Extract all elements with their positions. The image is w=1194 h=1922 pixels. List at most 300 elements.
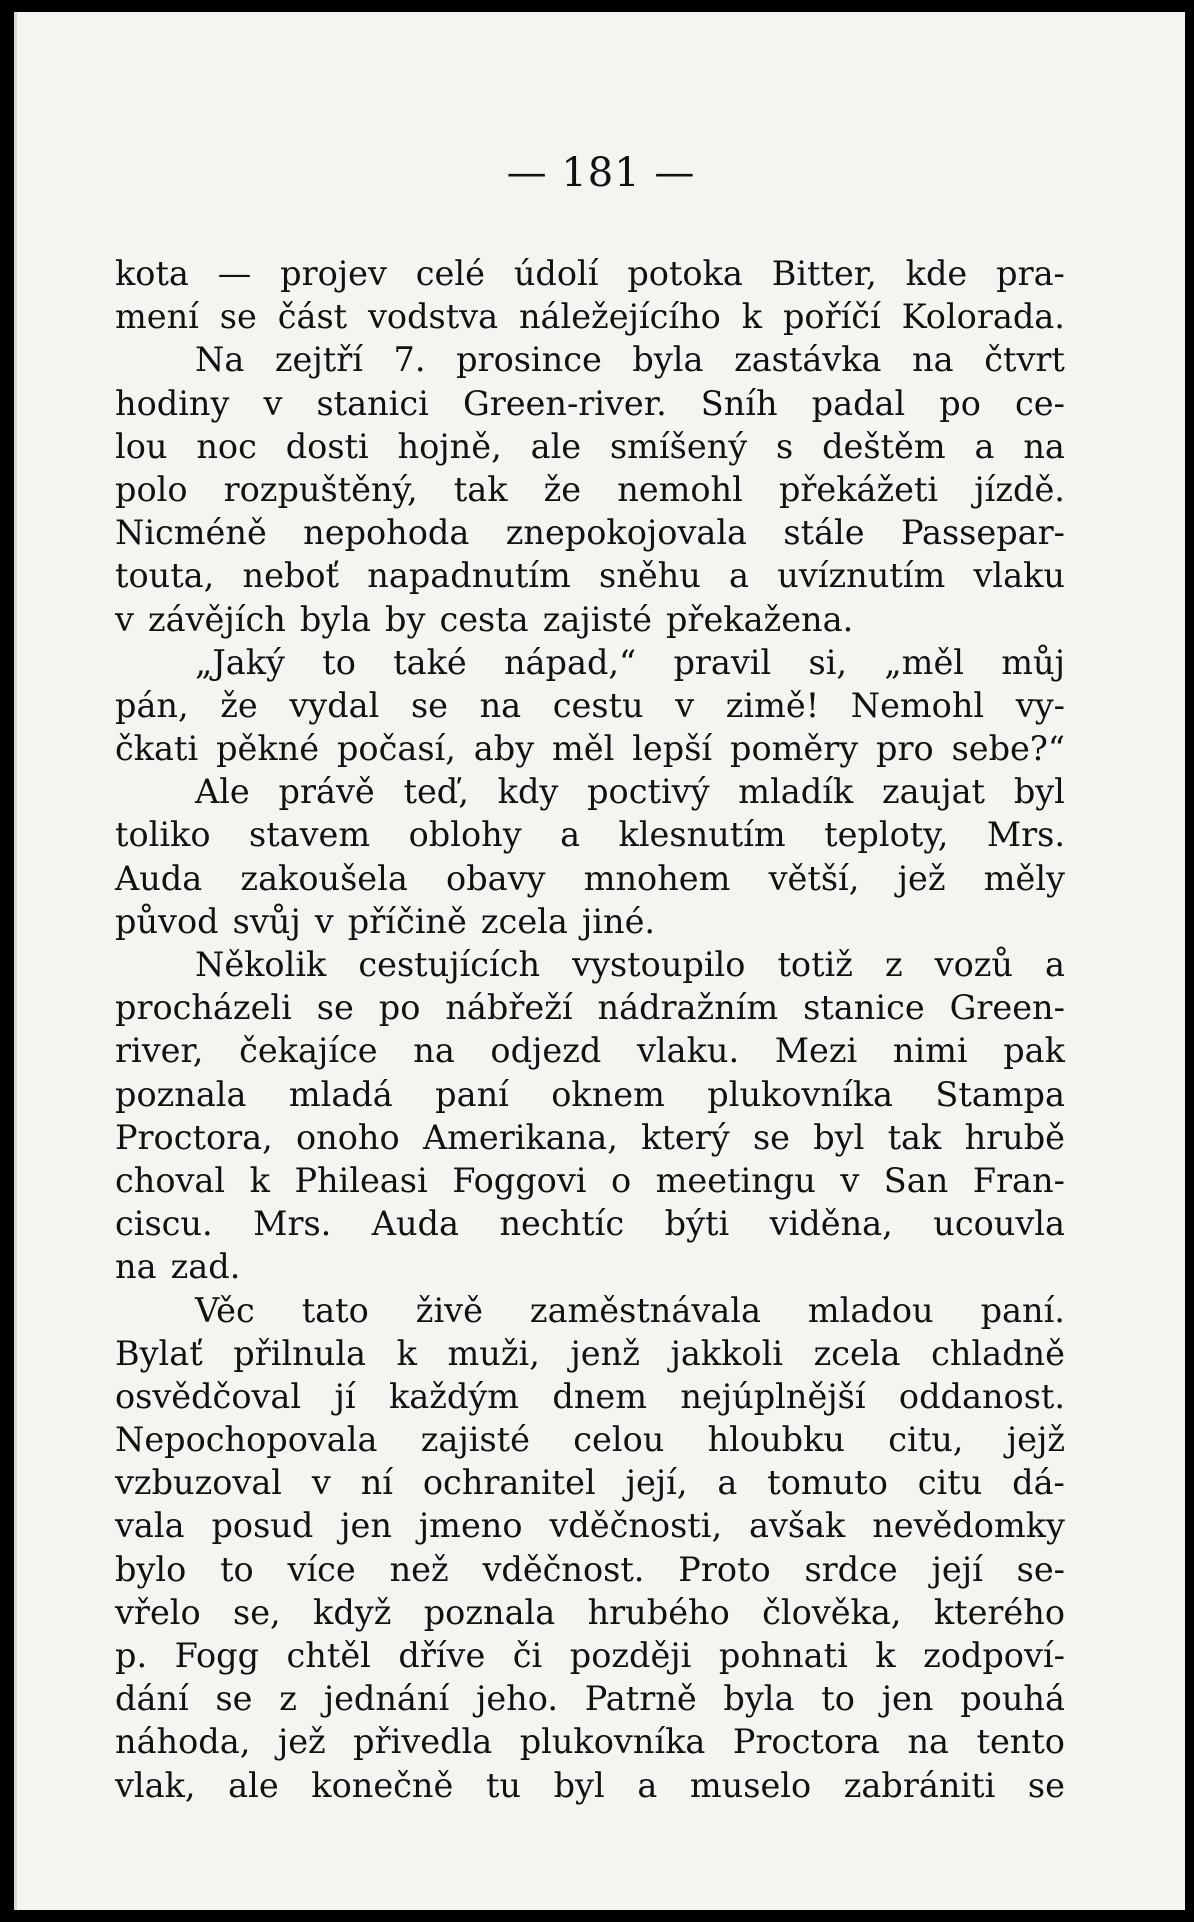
word: závějích: [148, 599, 286, 639]
word: po: [939, 383, 981, 423]
word: zcela: [480, 901, 568, 941]
text-line: [115, 1332, 1065, 1375]
word: to: [220, 1549, 254, 1589]
word: Mrs.: [253, 1204, 332, 1244]
word: river,: [115, 1031, 204, 1071]
text-line: [115, 1677, 1065, 1720]
word: touta,: [115, 556, 215, 596]
word: jmeno: [418, 1506, 523, 1546]
word: příčině: [347, 901, 467, 941]
word: vozů: [934, 945, 1013, 984]
word: mladá: [288, 1074, 393, 1114]
word: onoho: [296, 1117, 400, 1157]
word: byl: [813, 1117, 865, 1157]
word: Passepar-: [900, 513, 1065, 553]
word: každým: [388, 1376, 519, 1416]
text-line: [115, 986, 1065, 1029]
word: Green-: [949, 988, 1065, 1028]
word: k: [396, 1333, 417, 1373]
word: ce-: [1014, 383, 1065, 423]
text-line: [115, 943, 1065, 986]
word: zajisté: [542, 599, 652, 639]
text-line: [115, 727, 1065, 770]
word: Phileasi: [294, 1160, 428, 1200]
word: na: [1023, 426, 1065, 466]
word: znepokojovala: [505, 513, 748, 553]
word: na: [907, 1722, 950, 1762]
text-line: [115, 1375, 1065, 1418]
text-line: [115, 1720, 1065, 1763]
word: procházeli: [115, 988, 292, 1028]
word: Věc: [195, 1290, 255, 1330]
word: uvíznutím: [777, 556, 946, 596]
text-line: [115, 1764, 1065, 1807]
word: svůj: [232, 901, 301, 941]
word: hrubého: [587, 1592, 730, 1632]
word: to: [821, 1679, 855, 1719]
word: stále: [783, 513, 865, 553]
word: chladně: [931, 1333, 1065, 1373]
text-line: [115, 511, 1065, 554]
word: jenž: [570, 1333, 640, 1373]
word: překážeti: [778, 469, 939, 509]
word: náležejícího: [518, 297, 721, 337]
word: paní.: [980, 1290, 1065, 1330]
word: potoka: [627, 254, 743, 293]
word: překažena.: [665, 599, 854, 639]
text-line: [115, 338, 1065, 381]
word: —: [217, 254, 252, 293]
word: vala: [115, 1506, 185, 1546]
word: citu: [917, 1463, 983, 1503]
word: dříve: [398, 1636, 486, 1675]
word: Kolorada.: [901, 297, 1065, 337]
word: jiné.: [581, 901, 656, 941]
word: lou: [115, 426, 168, 466]
word: to: [322, 642, 356, 682]
word: jednání: [323, 1679, 450, 1719]
text-line: [115, 1289, 1065, 1332]
word: Nepochopovala: [115, 1420, 378, 1460]
word: hrubě: [964, 1117, 1065, 1157]
word: později: [569, 1636, 692, 1675]
text-line: [115, 1029, 1065, 1072]
word: náhoda,: [115, 1722, 251, 1762]
word: se: [410, 685, 448, 725]
word: byla: [723, 1679, 795, 1719]
word: Bylať: [115, 1333, 203, 1373]
word: nechtíc: [499, 1204, 625, 1244]
word: pěkné: [216, 729, 320, 769]
text-line: [115, 1418, 1065, 1461]
word: pra-: [996, 254, 1065, 293]
text-line: [115, 1634, 1065, 1677]
word: Green-river.: [462, 383, 667, 423]
word: než: [389, 1549, 449, 1589]
word: její,: [625, 1463, 688, 1503]
word: ale: [228, 1765, 279, 1805]
word: pak: [1003, 1031, 1065, 1071]
word: zodpoví-: [923, 1636, 1065, 1675]
word: poctivý: [587, 772, 710, 812]
word: Auda: [371, 1204, 459, 1244]
word: obavy: [446, 858, 546, 898]
word: její: [931, 1549, 983, 1589]
word: oddanost.: [898, 1376, 1065, 1416]
word: část: [277, 297, 348, 337]
word: teploty,: [824, 815, 949, 855]
word: kterého: [933, 1592, 1065, 1632]
word: mladou: [807, 1290, 934, 1330]
page-number: — 181 —: [506, 150, 696, 196]
word: toliko: [115, 815, 211, 855]
word: poměry: [730, 729, 859, 769]
word: byla: [299, 599, 371, 639]
word: na: [479, 685, 522, 725]
word: oknem: [551, 1074, 665, 1114]
word: poznala: [115, 1074, 247, 1114]
word: jen: [881, 1679, 934, 1719]
word: plukovníka: [707, 1074, 893, 1114]
word: v: [840, 1160, 860, 1200]
word: Ale: [195, 772, 250, 812]
word: tato: [301, 1290, 369, 1330]
word: zabrániti: [843, 1765, 996, 1805]
word: jízdě.: [974, 469, 1065, 509]
word: vlaku.: [636, 1031, 740, 1071]
word: vděčnost.: [482, 1549, 645, 1589]
word: se: [215, 1679, 253, 1719]
word: živě: [415, 1290, 483, 1330]
word: a: [717, 1463, 738, 1503]
body-text: [115, 252, 1065, 1807]
word: ale: [530, 426, 582, 466]
word: se: [316, 988, 354, 1028]
word: jen: [340, 1506, 392, 1546]
word: a: [1045, 945, 1065, 984]
word: nádražním: [597, 988, 779, 1028]
word: deštěm: [822, 426, 946, 466]
word: polo: [115, 469, 188, 509]
word: kde: [905, 254, 968, 293]
word: v: [675, 685, 695, 725]
text-line: [115, 425, 1065, 468]
word: zejtří: [274, 340, 363, 380]
word: pouhá: [960, 1679, 1065, 1719]
word: totiž: [777, 945, 853, 984]
word: přivedla: [353, 1722, 493, 1762]
word: a: [974, 426, 995, 466]
word: chtěl: [286, 1636, 371, 1675]
word: Nicméně: [115, 513, 267, 553]
word: zad.: [170, 1247, 241, 1287]
word: kdy: [497, 772, 559, 812]
word: k: [741, 297, 763, 337]
word: Bitter,: [771, 254, 877, 293]
word: muži,: [447, 1333, 540, 1373]
word: Proto: [678, 1549, 771, 1589]
word: klesnutím: [618, 815, 786, 855]
word: a: [560, 815, 581, 855]
word: vlaku: [973, 556, 1065, 596]
text-line: [115, 1548, 1065, 1591]
word: ní: [360, 1463, 394, 1503]
word: zcela: [813, 1333, 901, 1373]
text-line: [115, 382, 1065, 425]
word: vděčnosti,: [549, 1506, 723, 1546]
word: aby: [473, 729, 535, 769]
word: noc: [196, 426, 257, 466]
word: který: [641, 1117, 730, 1157]
text-line: [115, 813, 1065, 856]
word: více: [287, 1549, 356, 1589]
word: viděna,: [769, 1204, 893, 1244]
word: mení: [115, 297, 199, 337]
word: hojně,: [397, 426, 502, 466]
word: měly: [983, 858, 1065, 898]
word: údolí: [513, 254, 599, 293]
text-line: [115, 1116, 1065, 1159]
word: zaujat: [882, 772, 986, 812]
word: jež: [897, 858, 946, 898]
word: Fran-: [972, 1160, 1065, 1200]
word: v: [314, 901, 334, 941]
word: Proctora,: [115, 1117, 273, 1157]
word: nápad,“: [503, 642, 637, 682]
word: projev: [280, 254, 387, 293]
text-line: [115, 641, 1065, 684]
word: padal: [811, 383, 906, 423]
text-line: [115, 598, 1065, 641]
word: sněhu: [599, 556, 701, 596]
word: stanici: [316, 383, 429, 423]
word: vodstva: [367, 297, 499, 337]
word: právě: [278, 772, 375, 812]
word: také: [393, 642, 467, 682]
word: jež: [277, 1722, 326, 1762]
word: v: [311, 1463, 331, 1503]
word: se,: [233, 1592, 281, 1632]
word: se: [219, 297, 257, 337]
text-line: [115, 468, 1065, 511]
word: původ: [115, 901, 219, 941]
word: ciscu.: [115, 1204, 213, 1244]
word: cestu: [552, 685, 644, 725]
word: posud: [211, 1506, 314, 1546]
word: byla: [632, 340, 704, 380]
word: San: [883, 1160, 949, 1200]
word: tento: [976, 1722, 1065, 1762]
word: čkati: [115, 729, 199, 769]
word: vzbuzoval: [115, 1463, 283, 1503]
word: býti: [664, 1204, 730, 1244]
word: prosince: [456, 340, 602, 380]
word: byl: [1013, 772, 1065, 812]
word: tak: [887, 1117, 942, 1157]
word: měl: [552, 729, 615, 769]
word: zastávka: [734, 340, 882, 380]
word: rozpuštěný,: [223, 469, 418, 509]
word: stavem: [249, 815, 371, 855]
word: oblohy: [408, 815, 522, 855]
word: lepší: [632, 729, 713, 769]
word: člověka,: [762, 1592, 902, 1632]
word: dání: [115, 1679, 189, 1719]
word: choval: [115, 1160, 226, 1200]
word: Mezi: [774, 1031, 858, 1071]
word: na: [413, 1031, 455, 1071]
word: kota: [115, 254, 189, 293]
text-line: [115, 1461, 1065, 1504]
word: Mrs.: [986, 815, 1065, 855]
word: p.: [115, 1636, 148, 1675]
word: v: [263, 383, 283, 423]
word: plukovníka: [519, 1722, 706, 1762]
word: jakkoli: [670, 1333, 783, 1373]
word: pravil: [673, 642, 772, 682]
word: Stampa: [935, 1074, 1065, 1114]
text-line: [115, 684, 1065, 727]
word: nimi: [892, 1031, 968, 1071]
word: paní: [435, 1074, 509, 1114]
word: dosti: [285, 426, 369, 466]
text-line: [115, 1591, 1065, 1634]
word: na: [115, 1247, 157, 1287]
text-line: [115, 1245, 1065, 1288]
word: nepohoda: [303, 513, 470, 553]
word: celou: [573, 1420, 665, 1460]
word: celé: [415, 254, 485, 293]
word: tak: [453, 469, 508, 509]
word: poznala: [423, 1592, 556, 1632]
word: nejúplnější: [680, 1376, 866, 1416]
word: větší,: [768, 858, 860, 898]
word: nevědomky: [872, 1506, 1065, 1546]
word: ucouvla: [933, 1204, 1065, 1244]
word: cesta: [439, 599, 529, 639]
word: pán,: [115, 685, 189, 725]
word: osvědčoval: [115, 1376, 302, 1416]
word: smíšený: [609, 426, 748, 466]
word: se: [1027, 1765, 1065, 1805]
word: zimě!: [725, 685, 820, 725]
word: počasí,: [336, 729, 456, 769]
word: zajisté: [420, 1420, 530, 1460]
word: stanice: [803, 988, 925, 1028]
word: Na: [195, 340, 245, 380]
text-line: [115, 857, 1065, 900]
word: vydal: [289, 685, 380, 725]
word: se: [752, 1117, 790, 1157]
word: z: [279, 1679, 297, 1719]
word: odjezd: [490, 1031, 602, 1071]
word: nemohl: [617, 469, 743, 509]
word: pohnati: [718, 1636, 848, 1675]
book-page: [14, 12, 1185, 1910]
word: Amerikana,: [422, 1117, 618, 1157]
text-line: [115, 900, 1065, 943]
word: Patrně: [584, 1679, 697, 1719]
word: „měl: [884, 642, 964, 682]
text-line: [115, 1504, 1065, 1547]
text-line: [115, 1073, 1065, 1116]
word: vystoupilo: [572, 945, 746, 984]
word: avšak: [748, 1506, 846, 1546]
word: byl: [553, 1765, 605, 1805]
word: Sníh: [700, 383, 778, 423]
text-line: [115, 252, 1065, 295]
word: k: [249, 1160, 270, 1200]
word: v: [115, 599, 134, 639]
word: neboť: [242, 556, 340, 596]
word: o: [610, 1160, 632, 1200]
word: na: [912, 340, 954, 380]
word: vřelo: [115, 1592, 201, 1632]
word: po: [378, 988, 421, 1028]
word: by: [385, 599, 426, 639]
text-line: [115, 1159, 1065, 1202]
word: nábřeží: [445, 988, 573, 1028]
word: Proctora: [732, 1722, 880, 1762]
word: čekajíce: [239, 1031, 378, 1071]
word: sebe?“: [951, 729, 1065, 769]
word: zakoušela: [240, 858, 408, 898]
word: Nemohl: [850, 685, 985, 725]
word: jí: [334, 1376, 356, 1416]
word: citu,: [888, 1420, 964, 1460]
word: můj: [1001, 642, 1065, 682]
word: muselo: [689, 1765, 812, 1805]
text-line: [115, 554, 1065, 597]
word: z: [884, 945, 903, 984]
word: když: [313, 1592, 392, 1632]
word: a: [637, 1765, 658, 1805]
word: jeho.: [475, 1679, 558, 1719]
word: vlak,: [115, 1765, 196, 1805]
word: k: [875, 1636, 896, 1675]
word: si,: [808, 642, 848, 682]
word: Auda: [115, 858, 203, 898]
word: pro: [876, 729, 934, 769]
word: bylo: [115, 1549, 187, 1589]
word: či: [512, 1636, 543, 1675]
word: srdce: [804, 1549, 898, 1589]
word: čtvrt: [984, 340, 1065, 380]
word: Několik: [195, 945, 327, 984]
word: meetingu: [655, 1160, 816, 1200]
word: 7.: [393, 340, 426, 380]
text-line: [115, 295, 1065, 338]
word: teď,: [403, 772, 469, 812]
word: tu: [485, 1765, 521, 1805]
word: poříčí: [782, 297, 881, 337]
word: že: [543, 469, 582, 509]
word: přilnula: [233, 1333, 367, 1373]
word: Fogg: [174, 1636, 260, 1675]
word: mnohem: [583, 858, 731, 898]
text-line: [115, 1202, 1065, 1245]
word: jejž: [1006, 1420, 1065, 1460]
text-line: [115, 770, 1065, 813]
word: napadnutím: [367, 556, 571, 596]
word: vy-: [1015, 685, 1065, 725]
word: a: [729, 556, 750, 596]
word: „Jaký: [195, 642, 285, 682]
word: mladík: [738, 772, 854, 812]
word: se-: [1016, 1549, 1065, 1589]
word: že: [220, 685, 258, 725]
word: cestujících: [358, 945, 541, 984]
